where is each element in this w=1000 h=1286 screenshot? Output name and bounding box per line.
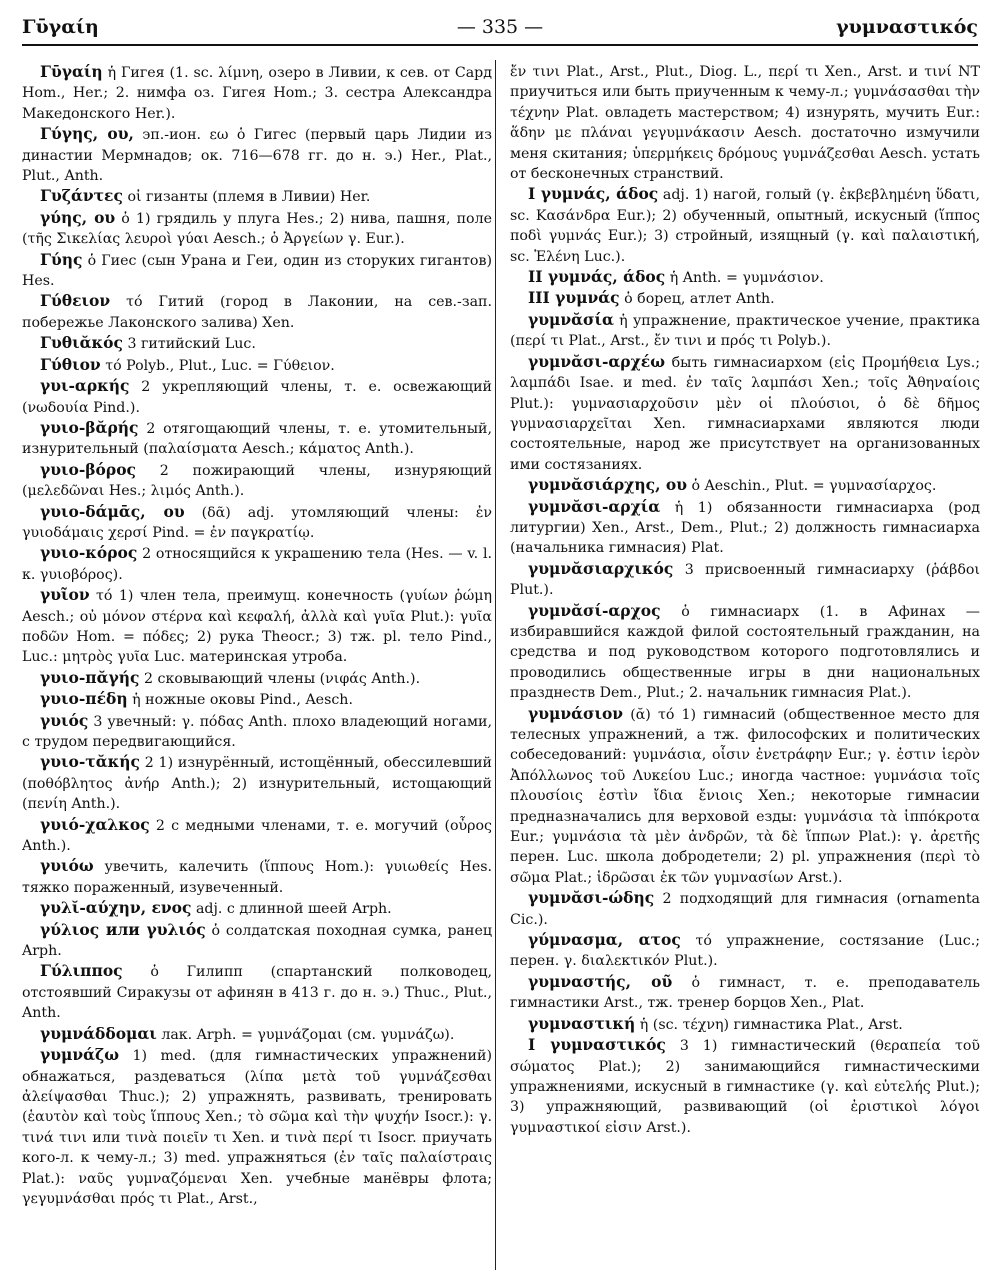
entry-definition: ὁ гимнаст, т. е. преподаватель гимнастики Arst., тж. тренер борцов Xen., Plat. (510, 974, 981, 1012)
entry-definition: 2 сковывающий члены (νιφάς Anth.). (144, 670, 421, 687)
dictionary-entry (22, 62, 492, 124)
entry-headword: Γύης (40, 249, 83, 269)
entry-headword: γυμνᾰσι-ώδης (528, 888, 655, 908)
entry-headword: Γυζάντες (40, 186, 123, 206)
entry-definition: увечить, калечить (ἵππους Hom.): γυιωθείς Hes. тяжко пораженный, изувеченный. (22, 859, 493, 896)
entry-definition: ὁ Aeschin., Plut. = γυμνασίαρχος. (691, 478, 937, 495)
entry-headword: γυιο-πᾰγής (40, 667, 140, 687)
entry-definition: эп.-ион. εω ὁ Гигес (первый царь Лидии из династии Мермнадов; ок. 716—678 гг. до н. э.) Her., Plat., Plut., Anth. (22, 127, 492, 185)
entry-definition: ἡ упражнение, практическое учение, практика (περί τι Plat., Arst., ἔν τινι и πρός τι Polyb.). (510, 312, 980, 350)
dictionary-entry (510, 888, 980, 930)
dictionary-entry (510, 310, 980, 352)
entry-headword: γυμνάσιον (528, 703, 624, 723)
dictionary-entry (510, 972, 980, 1014)
dictionary-entry (22, 961, 492, 1023)
entry-definition: ὁ Гиес (сын Урана и Геи, один из сторуких гигантов) Hes. (22, 252, 493, 290)
entry-headword: γυιο-βᾰρής (40, 417, 139, 437)
entry-definition: ἡ Гигея (1. sc. λίμνη, озеро в Ливии, к сев. от Сард Hom., Her.; 2. нимфа оз. Гигея Hom.; 3. сестра Александра Македонского Her.). (22, 65, 492, 122)
dictionary-entry (510, 267, 980, 288)
dictionary-entry (510, 601, 980, 704)
right-column (510, 62, 980, 1138)
column-divider (495, 60, 496, 1270)
entry-headword: γυιός (40, 710, 89, 730)
entry-definition: 3 присвоенный гимнасиарху (ῥάβδοι Plut.). (510, 561, 980, 599)
entry-headword: Γύγης, ου, (40, 124, 134, 144)
dictionary-entry (510, 352, 980, 475)
entry-definition: ἡ (sc. τέχνη) гимнастика Plat., Arst. (639, 1016, 903, 1033)
entry-definition: ὁ солдатская походная сумка, ранец Arph. (22, 922, 492, 960)
entry-headword: I γυμναστικός (528, 1035, 666, 1055)
entry-definition: ὁ 1) грядиль у плуга Hes.; 2) нива, пашня, поле (τῆς Σικελίας λευροὶ γύαι Aesch.; ὁ Ἀργείων γ. Eur.). (22, 210, 492, 248)
entry-headword: γυῖον (40, 585, 90, 605)
entry-definition: лак. Arph. = γυμνάζομαι (см. γυμνάζω). (161, 1026, 455, 1043)
entry-headword: γυμνᾰσία (528, 309, 614, 329)
dictionary-entry (510, 475, 980, 496)
entry-definition: ἡ Anth. = γυμνάσιον. (669, 270, 824, 287)
page-number: — 335 — (456, 16, 544, 38)
entry-definition: 3 1) гимнастический (θεραπεία τοῦ σώματος Plat.); 2) занимающийся гимнастическими упражнениями, искусный в гимнастике (γ. καὶ εὐτελής Plut.); 3) упражняющий, развивающий (οἱ ἐριστικοὶ λόγοι γυμναστικοί εἰσιν Arst.). (510, 1038, 980, 1136)
entry-definition: οἱ гизанты (племя в Ливии) Her. (127, 189, 371, 206)
dictionary-entry (22, 502, 492, 544)
entry-definition: 2 подходящий для гимнасия (ornamenta Cic.). (510, 891, 980, 928)
dictionary-entry (22, 208, 492, 250)
dictionary-entry (22, 376, 492, 418)
entry-headword: γυμνᾰσιάρχης, ου (528, 475, 687, 495)
dictionary-entry (510, 1014, 980, 1035)
entry-definition: ἡ ножные оковы Pind., Aesch. (132, 692, 353, 709)
entry-headword: γυιόω (40, 856, 94, 876)
entry-headword: γύμνασμα, ατος (528, 930, 681, 950)
dictionary-entry (22, 333, 492, 354)
entry-definition: τό Polyb., Plut., Luc. = Γύθειον. (105, 357, 335, 374)
entry-headword: γυιό-χαλκος (40, 814, 150, 834)
dictionary-entry (22, 689, 492, 710)
dictionary-entry (22, 856, 492, 898)
running-head-left: Γῡγαίη (22, 16, 99, 38)
entry-definition: τό 1) член тела, преимущ. конечность (γυίων ῥώμη Aesch.; οὐ μόνον στέρνα καὶ κεφαλή, ἀλλὰ καὶ γυῖα Plut.): γυῖα ποδῶν Hom. = πόδες; 2) рука Theocr.; 3) тж. pl. тело Pind., Luc.: μητρὸς γυῖα Luc. материнская утроба. (22, 588, 492, 666)
entry-headword: γυι-αρκής (40, 376, 130, 396)
entry-headword: γυμνᾰσι-αρχέω (528, 351, 665, 371)
dictionary-entry (510, 184, 980, 267)
entry-headword: γυμνᾰσί-αρχος (528, 600, 661, 620)
entry-definition: ὁ Гилипп (спартанский полководец, отстоявший Сиракузы от афинян в 413 г. до н. э.) Thuc., Plut., Anth. (22, 964, 493, 1022)
dictionary-entry (510, 930, 980, 972)
dictionary-entry (22, 418, 492, 460)
left-column (22, 62, 492, 1209)
dictionary-entry (510, 559, 980, 601)
dictionary-entry (22, 1045, 492, 1209)
dictionary-entry (22, 250, 492, 292)
dictionary-entry (22, 186, 492, 207)
entry-definition: 2 относящийся к украшению тела (Hes. — v. l. к. γυιοβόρος). (22, 546, 492, 583)
entry-definition: ἔν τινι Plat., Arst., Plut., Diog. L., περί τι Xen., Arst. и τινί NT приучиться или быть приученным к чему-л.; γυμνάσασθαι τὴν τέχνην Plat. овладеть мастерством; 4) изнурять, мучить Eur.: ἅδην με πλάναι γεγυμνάκασιν Aesch. достаточно измучили меня скитания; ὑπερμήκεις δρόμους γυμνάζεσθαι Aesch. устать от бесконечных странствий. (510, 64, 980, 183)
dictionary-entry (510, 1035, 980, 1138)
entry-definition: 2 укрепляющий члены, т. е. освежающий (νωδουία Pind.). (22, 379, 492, 416)
dictionary-entry (22, 668, 492, 689)
dictionary-entry (510, 62, 980, 184)
entry-definition: 2 1) изнурённый, истощённый, обессилевший (ποθόβλητος ἀνήρ Anth.); 2) изнурительный, истощающий (πενίη Anth.). (22, 755, 492, 813)
entry-headword: III γυμνάς (528, 288, 620, 308)
entry-headword: γυμνᾰσιαρχικός (528, 558, 674, 578)
entry-definition: 2 с медными членами, т. е. могучий (οὖρος Anth.). (22, 817, 492, 855)
entry-definition: (ᾰ) τό 1) гимнасий (общественное место для телесных упражнений, а тж. философских и политических собеседований: γυμνάσια, οἷσιν ἐνετράφην Eur.; γ. ἐστιν ἱερὸν Ἀπόλλωνος τοῦ Λυκείου Luc.; иногда частное: γυμνάσια τοῖς πλουσίοις ἐστὶν ἴδια ἔνιοις Xen.; некоторые гимнасии предназначались для верховой езды: γυμνάσια τὰ ἱππόκροτα Eur.; γυμνάσια τὰ μὲν ἀνδρῶν, τὰ δὲ ἵππων Plat.): γ. ἀρετῆς перен. Luc. школа добродетели; 2) pl. упражнения (περὶ τὸ σῶμα Plat.; ἱδρῶσαι ἐκ τῶν γυμνασίων Arst.). (510, 706, 980, 886)
dictionary-entry (22, 898, 492, 919)
entry-headword: γυιο-πέδη (40, 689, 128, 709)
page-header (22, 14, 978, 46)
entry-headword: γυμναστική (528, 1013, 636, 1033)
entry-headword: γυιο-κόρος (40, 543, 138, 563)
dictionary-entry (22, 291, 492, 333)
entry-definition: 3 гитийский Luc. (127, 336, 256, 353)
dictionary-entry (22, 752, 492, 814)
dictionary-entry (510, 288, 980, 309)
entry-headword: Γῡγαίη (40, 62, 103, 81)
entry-headword: γυμνάζω (40, 1045, 119, 1065)
entry-definition: ὁ борец, атлет Anth. (624, 291, 775, 308)
entry-definition: ὁ гимнасиарх (1. в Афинах — избиравшийся каждой филой состоятельный гражданин, на средства и под руководством которого подготовлялись и проводились общественные игры в дни национальных празднеств Dem., Plut.; 2. начальник гимнасия Plat.). (510, 603, 980, 702)
dictionary-entry (510, 497, 980, 559)
entry-headword: γυιο-βόρος (40, 459, 136, 479)
entry-headword: γυμνᾰσι-αρχία (528, 496, 661, 516)
entry-headword: γύλιος или γυλιός (40, 919, 206, 939)
dictionary-entry (22, 460, 492, 502)
entry-definition: adj. с длинной шеей Arph. (195, 901, 392, 918)
dictionary-entry (22, 124, 492, 186)
entry-headword: Γύθιον (40, 354, 101, 374)
entry-headword: γυιο-δάμᾱς, ου (40, 501, 185, 521)
entry-definition: τό упражнение, состязание (Luc.; перен. γ. διαλεκτικόν Plut.). (510, 933, 980, 970)
entry-definition: быть гимнасиархом (εἰς Προμήθεια Lys.; λαμπάδι Isae. и med. ἐν ταῖς λαμπάσι Xen.; τοῖς Ἀθηναίοις Plut.): γυμνασιαρχοῦσιν μὲν οἱ πλούσιοι, ὁ δὲ δῆμος γυμνασιαρχεῖται Xen. гимнасиархами являются люди состоятельные, народ же присутствует на организованных ими состязаниях. (510, 354, 981, 473)
entry-definition: 3 увечный: γ. πόδας Anth. плохо владеющий ногами, с трудом передвигающийся. (22, 713, 492, 750)
dictionary-entry (22, 815, 492, 857)
entry-headword: I γυμνάς, άδος (528, 184, 659, 204)
entry-definition: 1) med. (для гимнастических упражнений) обнажаться, раздеваться (λίπα μετὰ τοῦ γυμνάζεσθαι ἀλείψασθαι Thuc.); 2) упражнять, развивать, тренировать (ἑαυτὸν καὶ τοὺς ἵππους Xen.; τὸ σῶμα καὶ τὴν ψυχήν Isocr.): γ. τινά τινι или τινὰ ποιεῖν τι Xen. и τινὰ περί τι Isocr. приучать кого-л. к чему-л.; 3) med. упражняться (ἐν ταῖς παλαίστραις Plat.): ναῦς γυμναζόμεναι Xen. учебные манёвры флота; γεγυμνάσθαι πρός τι Plat., Arst., (22, 1048, 493, 1207)
entry-headword: γύης, ου (40, 207, 116, 227)
entry-definition: ἡ 1) обязанности гимнасиарха (род литургии) Xen., Arst., Dem., Plut.; 2) должность гимнасиарха (начальника гимнасия) Plat. (510, 499, 980, 557)
entry-headword: γυιο-τᾰκής (40, 752, 140, 772)
entry-definition: adj. 1) нагой, голый (γ. ἐκβεβλημένη ὕδατι, sc. Κασάνδρα Eur.); 2) обученный, опытный, искусный (ἵππος ποδὶ γυμνάς Eur.); 3) стройный, изящный (γ. καὶ παλαιστική, sc. Ἑλένη Luc.). (510, 187, 980, 265)
entry-definition: 2 отягощающий члены, т. е. утомительный, изнурительный (παλαίσματα Aesch.; κάματος Anth.). (22, 420, 492, 458)
entry-definition: 2 пожирающий члены, изнуряющий (μελεδῶναι Hes.; λιμός Anth.). (22, 462, 492, 500)
entry-headword: γυμναστής, οῦ (528, 971, 673, 991)
running-head-right: γυμναστικός (836, 16, 978, 38)
dictionary-entry (22, 1024, 492, 1045)
entry-headword: γυμνάδδομαι (40, 1023, 157, 1043)
dictionary-entry (22, 711, 492, 753)
dictionary-entry (22, 355, 492, 376)
dictionary-entry (22, 920, 492, 962)
entry-definition: (δᾶ) adj. утомляющий члены: ἐν γυιοδάμαις χερσί Pind. = ἐν παγκρατίῳ. (22, 504, 492, 541)
dictionary-entry (510, 704, 980, 889)
entry-headword: II γυμνάς, άδος (528, 267, 666, 287)
entry-headword: Γυθιᾰκός (40, 333, 123, 353)
entry-headword: Γύλιππος (40, 961, 123, 981)
entry-headword: γυλῐ-αύχην, ενος (40, 898, 192, 918)
entry-definition: τό Гитий (город в Лаконии, на сев.-зап. побережье Лаконского залива) Xen. (22, 294, 492, 331)
dictionary-entry (22, 543, 492, 585)
entry-headword: Γύθειον (40, 291, 111, 311)
dictionary-entry (22, 585, 492, 668)
